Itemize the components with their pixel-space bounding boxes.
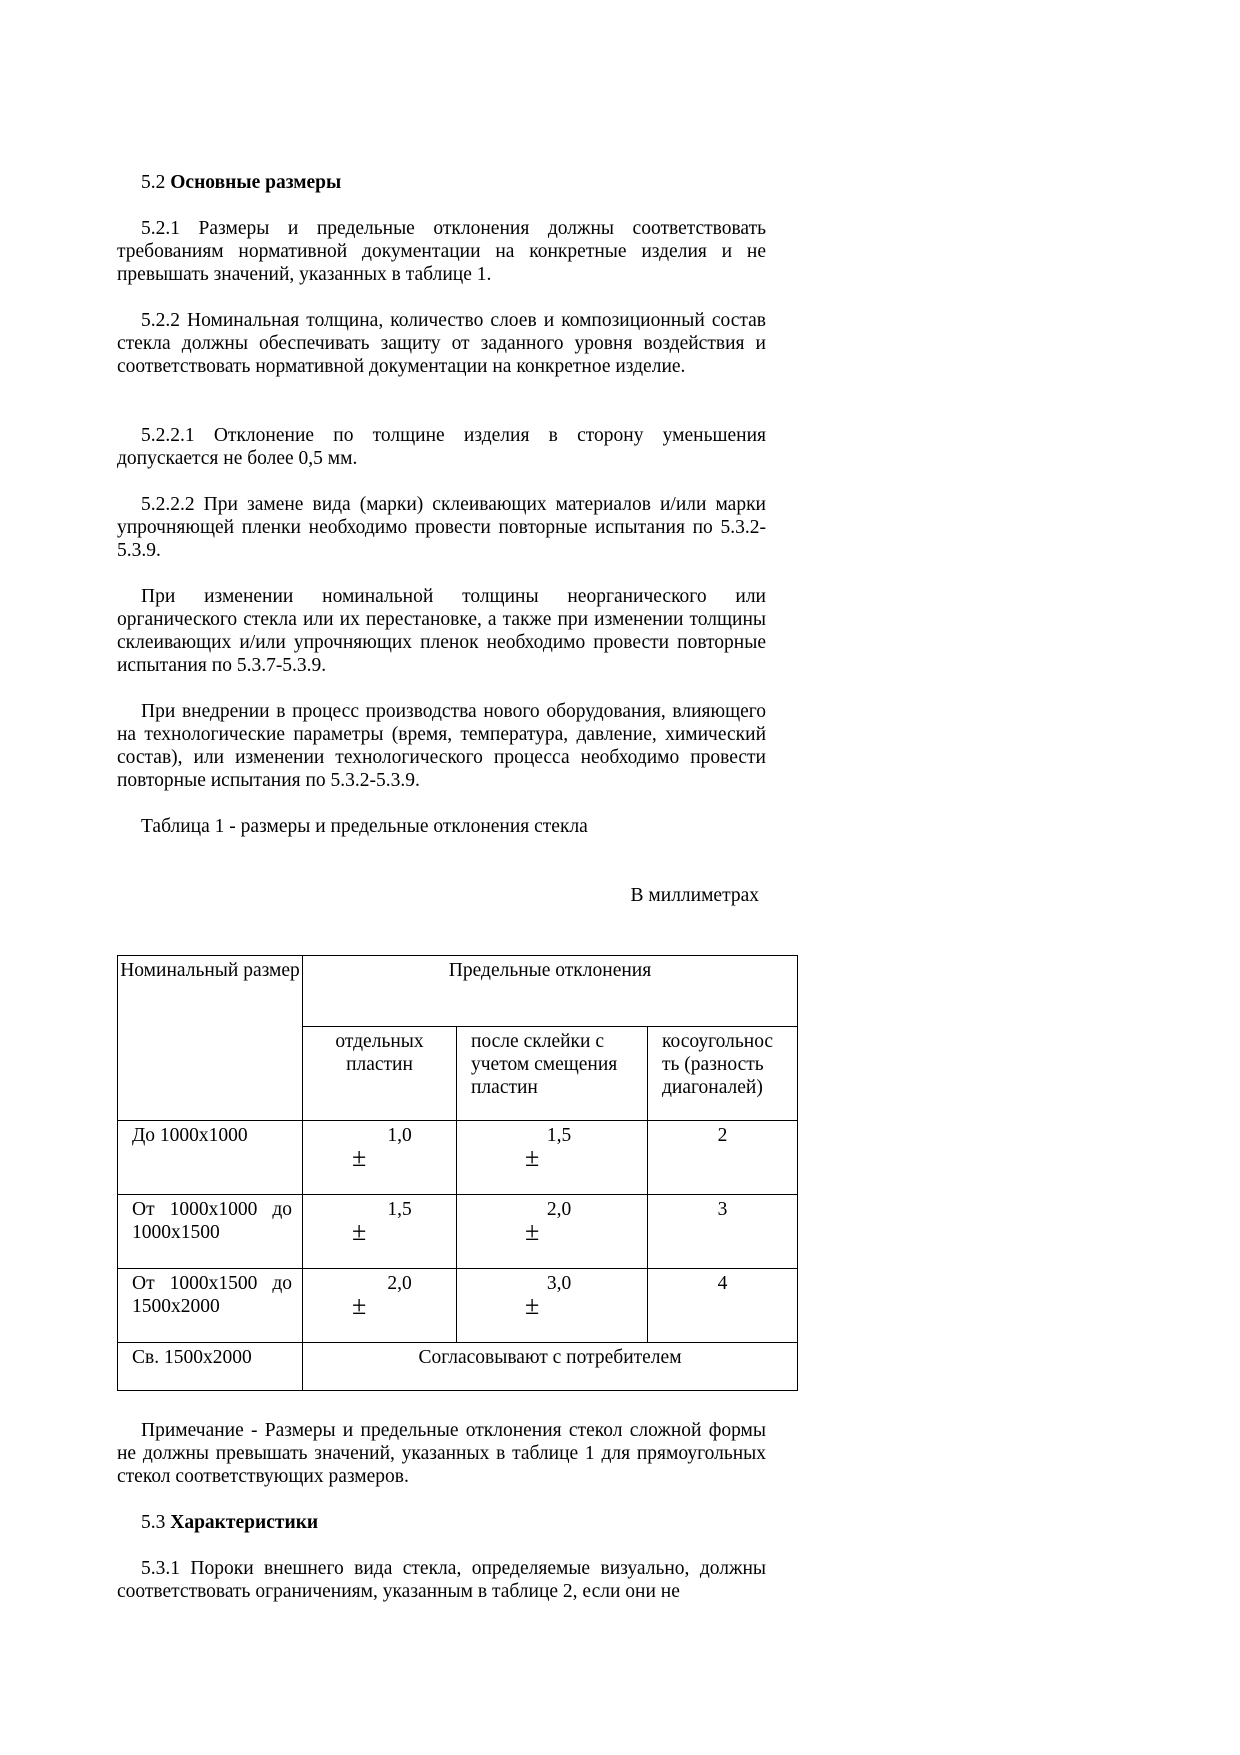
- separate-value: 2,0: [387, 1273, 412, 1294]
- section-number: 5.2: [141, 172, 166, 193]
- header-nominal-size: Номинальный размер: [118, 956, 303, 1121]
- plus-minus-sign: ±: [352, 1291, 367, 1320]
- row-after-gluing: [457, 1121, 648, 1195]
- paragraph-5-2-2-1: 5.2.2.1 Отклонение по толщине изделия в сторону уменьшения допускается не более 0,5 мм.: [117, 425, 766, 469]
- table-row: [118, 1343, 798, 1391]
- paragraph-equipment-change: При внедрении в процесс производства нового оборудования, влияющего на технологические параметры (время, температура, давление, химический состав), или изменении технологического процесса необходимо провести повторные испытания по 5.3.2-5.3.9.: [117, 701, 766, 791]
- paragraph-thickness-change: При изменении номинальной толщины неорганического или органического стекла или их перестановке, а также при изменении толщины склеивающих и/или упрочняющих пленок необходимо провести повторные испытания по 5.3.7-5.3.9.: [117, 586, 766, 676]
- row-agreement-note: Согласовывают с потребителем: [303, 1343, 798, 1391]
- plus-minus-sign: ±: [352, 1143, 367, 1172]
- row-size: От 1000х1000 до 1000х1500: [118, 1195, 303, 1269]
- after-gluing-value: 3,0: [546, 1273, 572, 1294]
- after-gluing-value: 1,5: [546, 1125, 572, 1146]
- header-limit-deviations: Предельные отклонения: [303, 956, 798, 1027]
- row-skew: 4: [648, 1269, 798, 1343]
- row-size: От 1000х1500 до 1500х2000: [118, 1269, 303, 1343]
- row-size: До 1000х1000: [118, 1121, 303, 1195]
- row-separate: [303, 1269, 457, 1343]
- plus-minus-sign: ±: [525, 1217, 540, 1246]
- table-units: В миллиметрах: [630, 885, 759, 906]
- separate-value: 1,5: [387, 1199, 412, 1220]
- after-gluing-value: 2,0: [546, 1199, 572, 1220]
- header-after-gluing: после склейки с учетом смещения пластин: [457, 1027, 648, 1121]
- table-note: Примечание - Размеры и предельные отклонения стекол сложной формы не должны превышать значений, указанных в таблице 1 для прямоугольных стекол соответствующих размеров.: [117, 1420, 766, 1487]
- header-skew: косоугольнос ть (разность диагоналей): [648, 1027, 798, 1121]
- section-number: 5.3: [141, 1512, 166, 1533]
- dimensions-table: [117, 955, 798, 1391]
- section-5-2-heading: [141, 171, 341, 194]
- header-separate-plates: отдельных пластин: [303, 1027, 457, 1121]
- section-title: Характеристики: [170, 1512, 319, 1533]
- table-row: [118, 1121, 798, 1195]
- table-row: [118, 1195, 798, 1269]
- row-separate: [303, 1195, 457, 1269]
- row-after-gluing: [457, 1195, 648, 1269]
- section-5-3-heading: [141, 1511, 318, 1534]
- plus-minus-sign: ±: [525, 1291, 540, 1320]
- table-caption: Таблица 1 - размеры и предельные отклонения стекла: [141, 816, 588, 837]
- row-skew: 2: [648, 1121, 798, 1195]
- plus-minus-sign: ±: [352, 1217, 367, 1246]
- row-skew: 3: [648, 1195, 798, 1269]
- row-after-gluing: [457, 1269, 648, 1343]
- paragraph-5-3-1: 5.3.1 Пороки внешнего вида стекла, определяемые визуально, должны соответствовать ограничениям, указанным в таблице 2, если они не: [117, 1558, 766, 1602]
- separate-value: 1,0: [387, 1125, 412, 1146]
- paragraph-5-2-2: 5.2.2 Номинальная толщина, количество слоев и композиционный состав стекла должны обеспечивать защиту от заданного уровня воздействия и соответствовать нормативной документации на конкретное изделие.: [117, 310, 766, 377]
- paragraph-5-2-2-2: 5.2.2.2 При замене вида (марки) склеивающих материалов и/или марки упрочняющей пленки необходимо провести повторные испытания по 5.3.2-5.3.9.: [117, 494, 766, 561]
- row-size: Св. 1500х2000: [118, 1343, 303, 1391]
- table-row: [118, 1269, 798, 1343]
- section-title: Основные размеры: [170, 172, 342, 193]
- paragraph-5-2-1: 5.2.1 Размеры и предельные отклонения должны соответствовать требованиям нормативной документации на конкретные изделия и не превышать значений, указанных в таблице 1.: [117, 218, 766, 285]
- plus-minus-sign: ±: [525, 1143, 540, 1172]
- table-header-row: [118, 956, 798, 1027]
- row-separate: [303, 1121, 457, 1195]
